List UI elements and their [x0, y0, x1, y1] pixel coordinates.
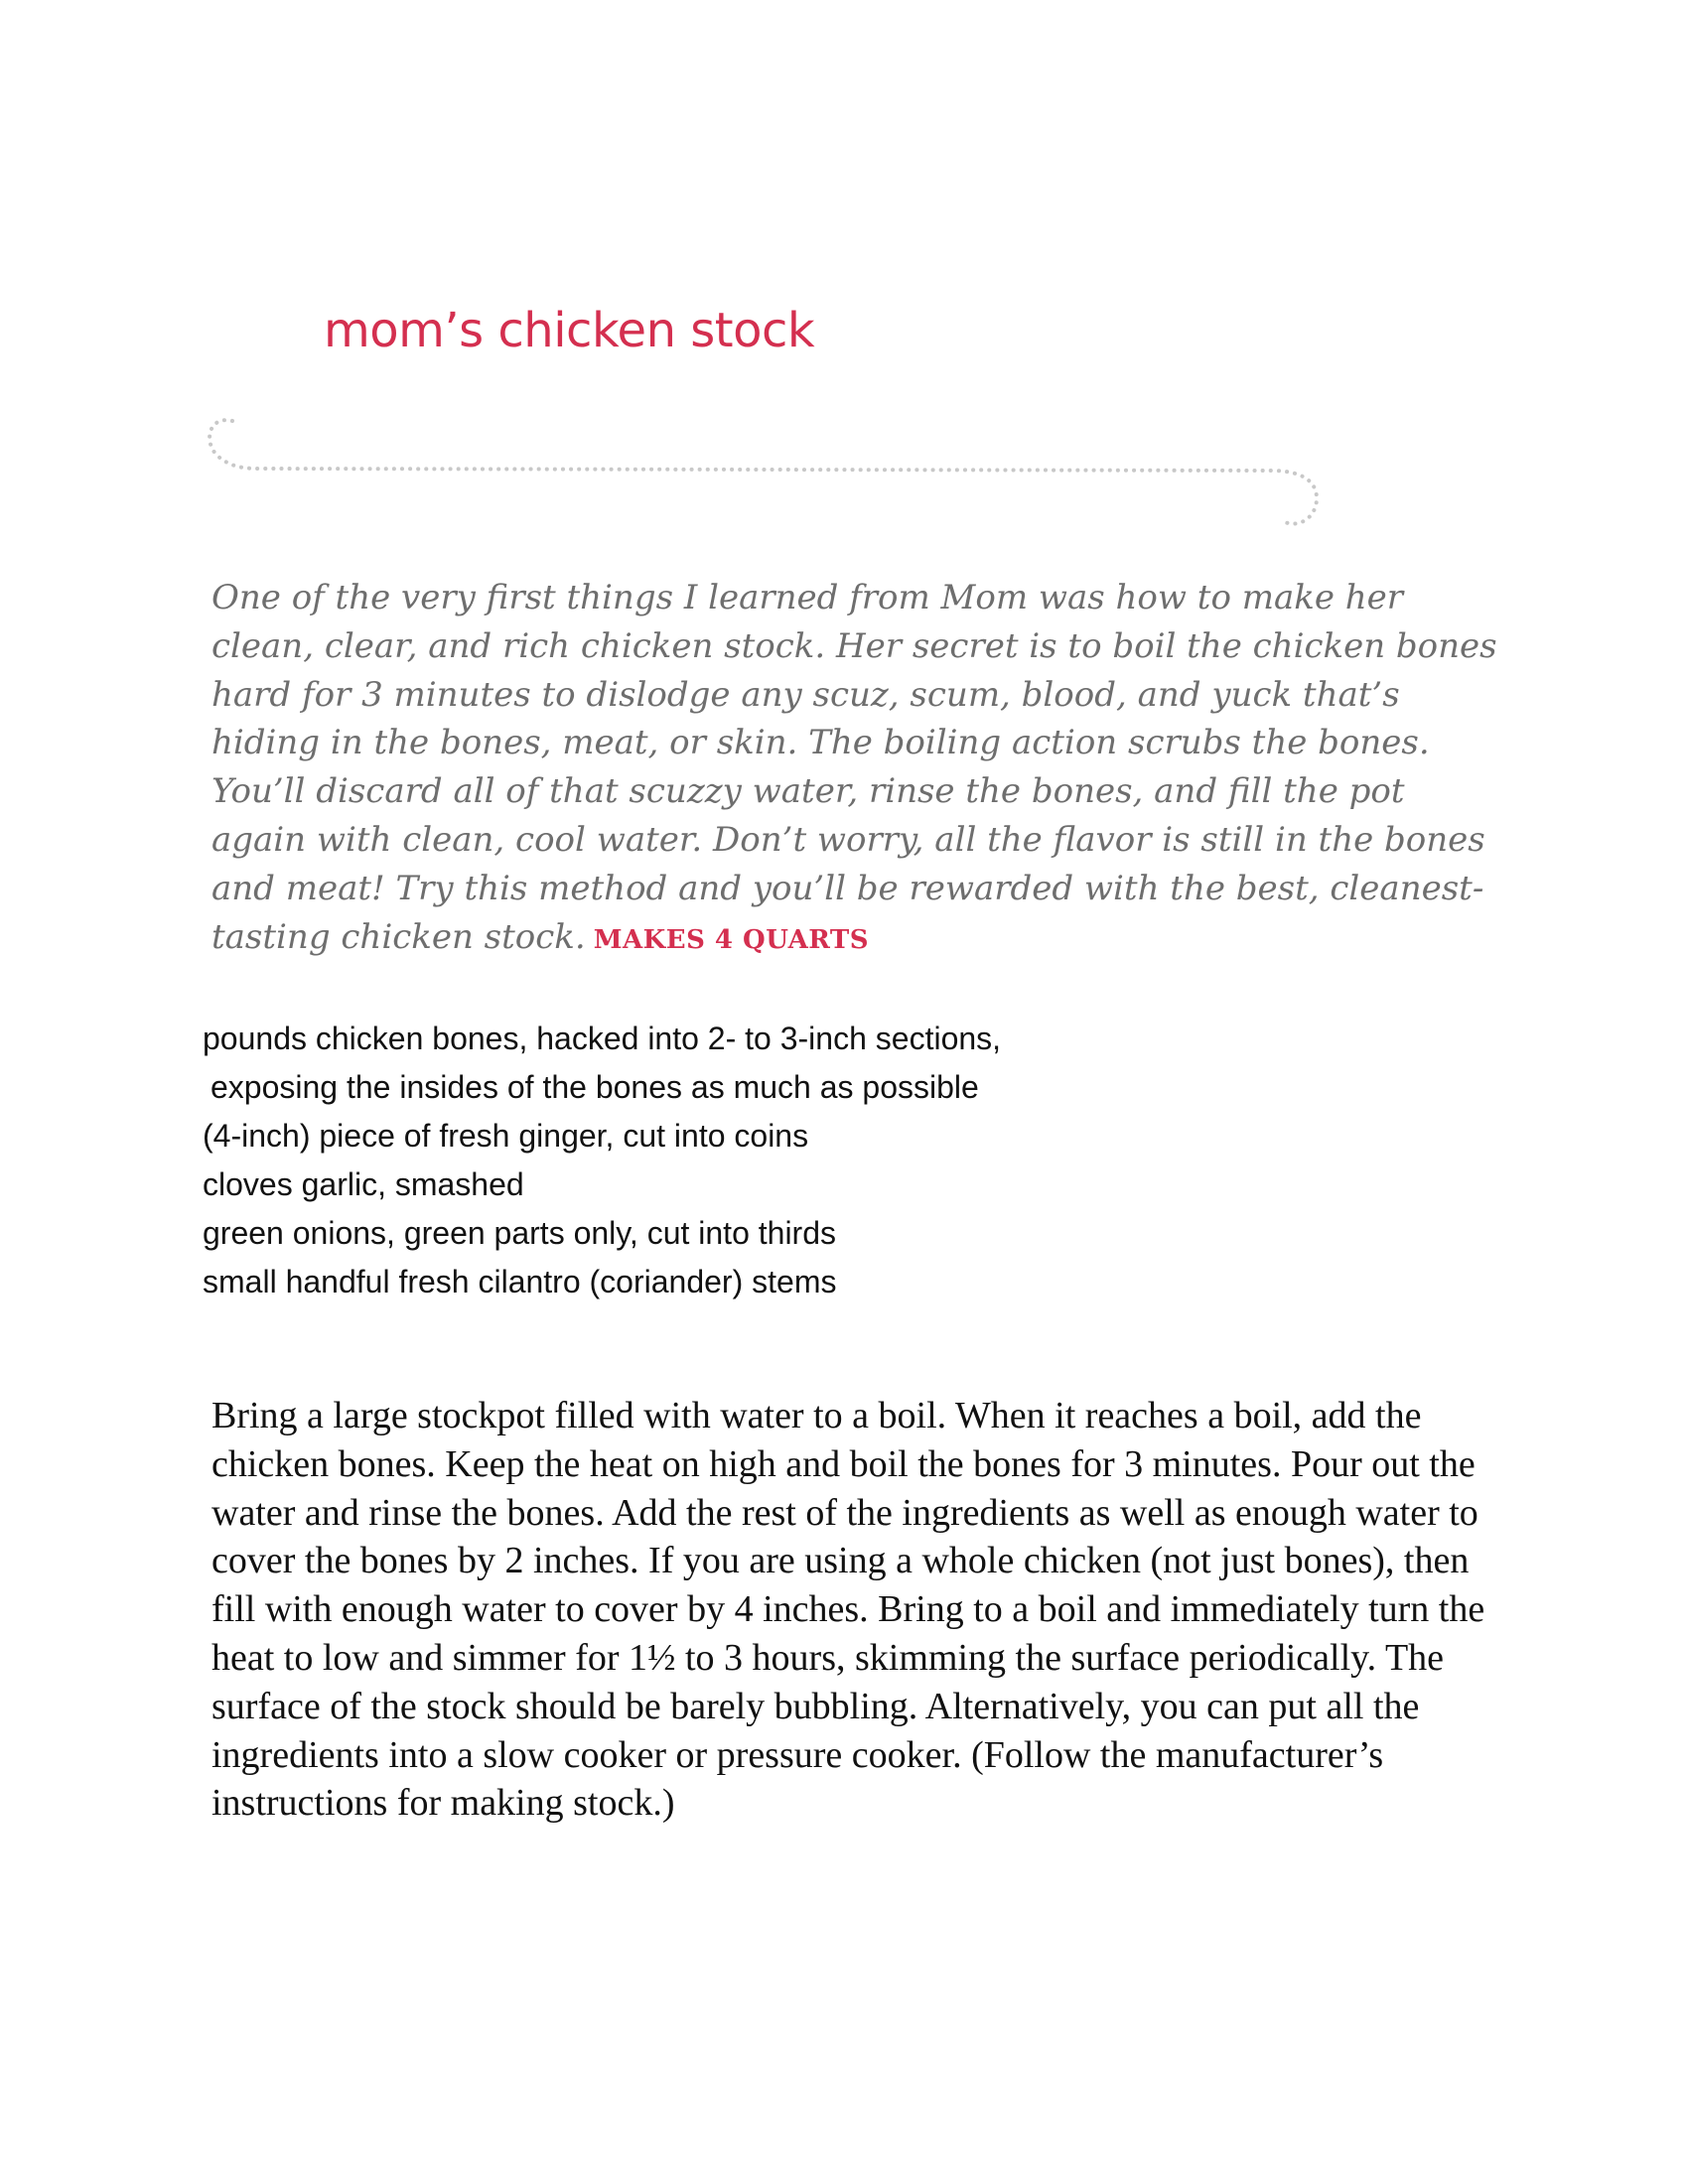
- yield-label: MAKES 4 QUARTS: [593, 924, 870, 955]
- ingredient-item: green onions, green parts only, cut into thirds: [203, 1215, 836, 1251]
- ingredient-item: small handful fresh cilantro (coriander) stems: [203, 1264, 837, 1299]
- dotted-divider: [199, 407, 1340, 536]
- recipe-intro: [211, 574, 1502, 964]
- recipe-title: mom’s chicken stock: [324, 303, 815, 358]
- ingredient-item: pounds chicken bones, hacked into 2- to 3-inch sections, exposing the insides of the bones as much as possible: [203, 1021, 1002, 1105]
- recipe-method: Bring a large stockpot filled with water to a boil. When it reaches a boil, add the chicken bones. Keep the heat on high and boil the bones for 3 minutes. Pour out the water and rinse the bones. Add the rest of the ingredients as well as enough water to cover the bones by 2 inches. If you are using a whole chicken (not just bones), then fill with enough water to cover by 4 inches. Bring to a boil and immediately turn the heat to low and simmer for 1½ to 3 hours, skimming the surface periodically. The surface of the stock should be barely bubbling. Alternatively, you can put all the ingredients into a slow cooker or pressure cooker. (Follow the manufacturer’s instructions for making stock.): [211, 1395, 1485, 1825]
- ingredient-item: cloves garlic, smashed: [203, 1166, 524, 1202]
- ingredient-item: (4-inch) piece of fresh ginger, cut into coins: [203, 1118, 809, 1154]
- ingredient-list: [203, 1015, 1394, 1306]
- intro-text: One of the very first things I learned from Mom was how to make her clean, clear, and rich chicken stock. Her secret is to boil the chicken bones hard for 3 minutes to dislodge any scuz, scum, blood, and yuck that’s hiding in the bones, meat, or skin. The boiling action scrubs the bones. You’ll discard all of that scuzzy water, rinse the bones, and fill the pot again with clean, cool water. Don’t worry, all the flavor is still in the bones and meat! Try this method and you’ll be rewarded with the best, cleanest-tasting chicken stock.: [211, 578, 1497, 957]
